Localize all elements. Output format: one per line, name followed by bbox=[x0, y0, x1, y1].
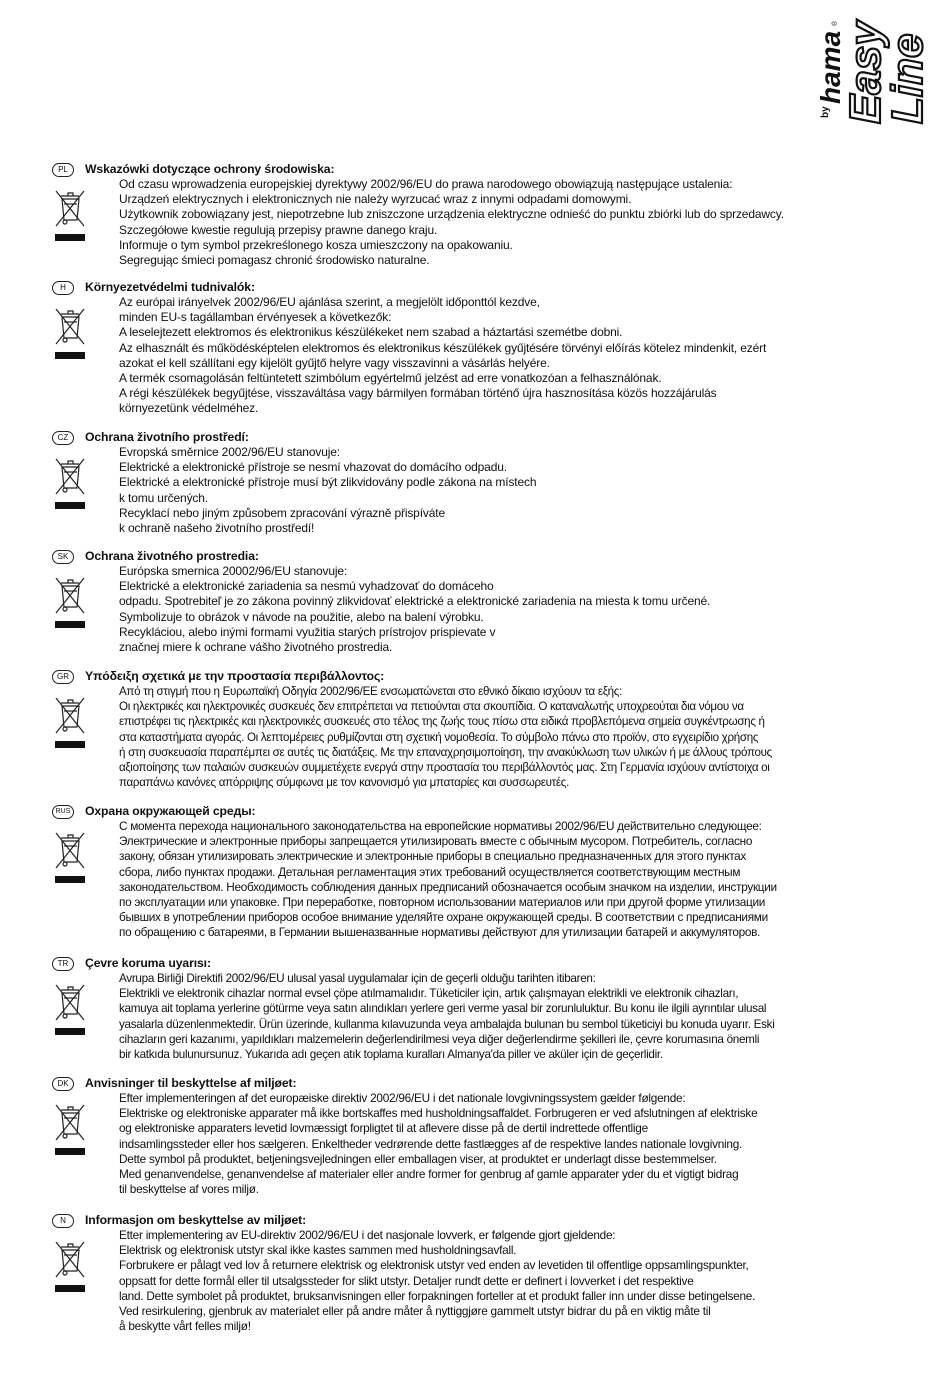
body-line: επιστρέφει τις ηλεκτρικές και ηλεκτρονικές συσκευές στο τέλος της ζωής τους πίσω στα ειδικά προβλεπόμενα σημεία συγκέντρωσης ή bbox=[119, 715, 765, 729]
crossed-bin-icon bbox=[53, 829, 87, 885]
body-line: land. Dette symbolet på produktet, bruksanvisningen eller forpakningen forteller at et produkt faller inn under disse betingelsene. bbox=[119, 1288, 756, 1303]
crossed-bin-icon bbox=[53, 187, 87, 243]
body-line: по эксплуатации или упаковке. При переработке, повторном использовании материалов или при другой форме утилизации bbox=[119, 895, 766, 910]
crossed-bin-icon bbox=[53, 694, 87, 750]
section-title: Ochrana životního prostředí: bbox=[85, 430, 249, 444]
body-line: til beskyttelse af vores miljø. bbox=[119, 1182, 259, 1197]
section-title: Wskazówki dotyczące ochrony środowiska: bbox=[85, 162, 335, 176]
body-line: Dette symbol på produktet, betjeningsvejledningen eller emballagen viser, at produktet er underlagt disse bestemmelser. bbox=[119, 1151, 717, 1166]
body-line: odpadu. Spotrebiteľ je zo zákona povinný zlikvidovať elektrické a elektronické zariadenia na miesta k tomu určené. bbox=[119, 594, 711, 609]
crossed-bin-icon bbox=[53, 981, 87, 1037]
section-title: Anvisninger til beskyttelse af miljøet: bbox=[85, 1076, 297, 1090]
body-line: Recyklací nebo jiným způsobem zpracování výrazně přispíváte bbox=[119, 505, 445, 520]
body-line: Οι ηλεκτρικές και ηλεκτρονικές συσκευές δεν επιτρέπεται να πετιούνται στα σκουπίδια. Ο καταναλωτής υποχρεούται δια νόμου να bbox=[119, 700, 744, 714]
country-code: DK bbox=[52, 1077, 74, 1091]
section-body bbox=[119, 971, 889, 1062]
body-line: Evropská směrnice 2002/96/EU stanovuje: bbox=[119, 445, 340, 459]
brand-line-1: Easy bbox=[841, 21, 890, 124]
body-line: Elektrické a elektronické zariadenia sa nesmú vyhadzovať do domáceho bbox=[119, 579, 494, 594]
body-line: Από τη στιγμή που η Ευρωπαϊκή Οδηγία 2002/96/ΕΕ ενσωματώνεται στο εθνικό δίκαιο ισχύουν τα εξής: bbox=[119, 685, 622, 698]
body-line: Elektrisk og elektronisk utstyr skal ikke kastes sammen med husholdningsavfall. bbox=[119, 1243, 517, 1258]
body-line: minden EU-s tagállamban érvényesek a következők: bbox=[119, 310, 392, 325]
body-line: Od czasu wprowadzenia europejskiej dyrektywy 2002/96/EU do prawa narodowego obowiązują następujące ustalenia: bbox=[119, 177, 733, 191]
body-line: Med genanvendelse, genanvendelse af materialer eller andre former for genbrug af gamle apparater yder du et vigtigt bidrag bbox=[119, 1167, 739, 1182]
body-line: bir katkıda bulunursunuz. Yukarıda adı geçen atık toplama kuralları Almanya'da piller ve aküler için de geçerlidir. bbox=[119, 1048, 663, 1062]
body-line: značnej miere k ochrane vášho životného prostredia. bbox=[119, 640, 393, 655]
body-line: Ved resirkulering, gjenbruk av materialet eller på andre måter å nyttiggjøre gammelt utstyr bidrar du på en viktig måte til bbox=[119, 1304, 711, 1319]
body-line: kamuya ait toplama yerlerine götürme veya satın alındıkları yerlere geri verme yasal bir zorunluluktur. Bu konu ile ilgili ayrıntılar ulusal bbox=[119, 1002, 767, 1016]
body-line: Elektriske og elektroniske apparater må ikke bortskaffes med husholdningsaffaldet. Forbrugeren er ved afslutningen af elektriske bbox=[119, 1106, 758, 1121]
crossed-bin-icon bbox=[53, 455, 87, 511]
body-line: A termék csomagolásán feltüntetett szimbólum egyértelmű jelzést ad erre vonatkozóan a felhasználónak. bbox=[119, 371, 662, 386]
section-body bbox=[119, 1228, 889, 1334]
section-body bbox=[119, 445, 889, 536]
brand-name: hama bbox=[815, 30, 846, 104]
body-line: Urządzeń elektrycznych i elektronicznych nie należy wyrzucać wraz z innymi odpadami domowymi. bbox=[119, 192, 632, 207]
crossed-bin-icon bbox=[53, 1101, 87, 1157]
country-code: H bbox=[52, 281, 74, 295]
body-line: cihazların geri kazanımı, yapıldıkları malzemelerin değerlendirilmesi veya diğer değerlendirme şekilleri ile, çevre korumasına önemli bbox=[119, 1032, 760, 1046]
body-line: бывших в употреблении приборов особое внимание уделяйте охране окружающей среды. В соответствии с предписаниями bbox=[119, 910, 768, 925]
section-title: Охрана окружающей среды: bbox=[85, 804, 256, 818]
brand-registered: ® bbox=[832, 20, 839, 26]
crossed-bin-icon bbox=[53, 305, 87, 361]
body-line: Efter implementeringen af det europæiske direktiv 2002/96/EU i det nationale lovgivningssystem gælder følgende: bbox=[119, 1091, 686, 1105]
body-line: Elektrické a elektronické přístroje musí být zlikvidovány podle zákona na místech bbox=[119, 475, 537, 490]
crossed-bin-icon bbox=[53, 574, 87, 630]
body-line: å beskytte vårt felles miljø! bbox=[119, 1319, 251, 1334]
body-line: ή στη συσκευασία παραπέμπει σε αυτές τις διατάξεις. Με την επαναχρησιμοποίηση, την ανακύκλωση των υλικών ή με άλλους τρόπους bbox=[119, 745, 772, 759]
body-line: законодательством. Необходимость соблюдения данных предписаний обозначается особым значком на изделии, инструкции bbox=[119, 879, 777, 894]
body-line: Etter implementering av EU-direktiv 2002/96/EU i det nasjonale lovverk, er følgende gjort gjeldende: bbox=[119, 1228, 616, 1242]
body-line: környezetünk védelméhez. bbox=[119, 401, 259, 416]
body-line: azokat el kell szállítani egy kijelölt gyűjtő helyre vagy visszavinni a vásárlás helyére. bbox=[119, 355, 550, 370]
body-line: παραπάνω κανόνες απόρριψης σύμφωνα με τον κανονισμό για μπαταρίες και συσσωρευτές. bbox=[119, 776, 570, 790]
body-line: Az európai irányelvek 2002/96/EU ajánlása szerint, a megjelölt időponttól kezdve, bbox=[119, 295, 540, 309]
body-line: στα καταστήματα αγοράς. Οι λεπτομέρειες ρυθμίζονται στη σχετική νομοθεσία. Το σύμβολο πάνω στο προϊόν, στο εγχειρίδιο χρήσης bbox=[119, 730, 759, 744]
body-line: yasalarla düzenlenmektedir. Ürün üzerinde, kullanma kılavuzunda veya ambalajda bulunan bu sembol tüketiciyi bu konuda uyarır. Eski bbox=[119, 1017, 775, 1031]
body-line: сбора, либо пунктах продажи. Детальная регламентация этих требований осуществляется соответствующим местным bbox=[119, 864, 741, 879]
section-title: Informasjon om beskyttelse av miljøet: bbox=[85, 1213, 307, 1227]
body-line: С момента перехода национального законодательства на европейские нормативы 2002/96/EU действительно следующее: bbox=[119, 819, 762, 833]
country-code: TR bbox=[52, 957, 74, 971]
body-line: Az elhasznált és működésképtelen elektromos és elektronikus készülékek gyűjtésére törvényi előírás kötelez mindenkit, ezért bbox=[119, 340, 767, 355]
body-line: Электрические и электронные приборы запрещается утилизировать вместе с обычным мусором. Потребитель, согласно bbox=[119, 834, 753, 849]
body-line: k tomu určených. bbox=[119, 490, 208, 505]
section-body bbox=[119, 177, 889, 268]
country-code: PL bbox=[52, 163, 74, 177]
body-line: og elektroniske apparaters levetid lovmæssigt forpligtet til at aflevere disse på de dertil indrettede offentlige bbox=[119, 1121, 648, 1136]
section-body bbox=[119, 564, 889, 655]
body-line: A régi készülékek begyűjtése, visszaváltása vagy bármilyen formában történő újra hasznosítása közös hozzájárulás bbox=[119, 386, 717, 401]
section-title: Környezetvédelmi tudnivalók: bbox=[85, 280, 255, 294]
body-line: Recykláciou, alebo inými formami využitia starých prístrojov prispievate v bbox=[119, 624, 496, 639]
body-line: Elektrické a elektronické přístroje se nesmí vhazovat do domácího odpadu. bbox=[119, 460, 507, 475]
brand-by: by bbox=[820, 106, 831, 118]
country-code: GR bbox=[52, 670, 74, 684]
brand-line-2: Line bbox=[883, 33, 928, 124]
country-code: SK bbox=[52, 550, 74, 564]
section-body bbox=[119, 295, 889, 417]
body-line: Informuje o tym symbol przekreślonego kosza umieszczony na opakowaniu. bbox=[119, 237, 513, 252]
body-line: Elektrikli ve elektronik cihazlar normal evsel çöpe atılmamalıdır. Tüketiciler için, artık çalışmayan elektrikli ve elektronik cihazları, bbox=[119, 987, 739, 1001]
section-title: Çevre koruma uyarısı: bbox=[85, 956, 211, 970]
body-line: indsamlingssteder eller hos sælgeren. Enkeltheder vedrørende dette fastlægges af de respektive landes nationale lovgivning. bbox=[119, 1136, 743, 1151]
section-title: Ochrana životného prostredia: bbox=[85, 549, 259, 563]
body-line: по обращению с батареями, в Германии вышеназванные нормативы действуют для утилизации батарей и аккумуляторов. bbox=[119, 925, 761, 940]
body-line: Szczegółowe kwestie regulują przepisy prawne danego kraju. bbox=[119, 222, 438, 237]
country-code: RUS bbox=[52, 805, 74, 819]
body-line: k ochraně našeho životního prostředí! bbox=[119, 521, 315, 536]
body-line: Użytkownik zobowiązany jest, niepotrzebne lub zniszczone urządzenia elektryczne odnieść do punktu zbiórki lub do sprzedawcy. bbox=[119, 207, 784, 222]
body-line: αξιοποίησης των παλαιών συσκευών συμμετέχετε ενεργά στην προστασία του περιβάλλοντός μας. Στη Γερμανία ισχύουν αντίστοιχα οι bbox=[119, 761, 770, 775]
country-code: CZ bbox=[52, 431, 74, 445]
section-body bbox=[119, 684, 889, 790]
section-body bbox=[119, 819, 889, 941]
section-title: Υπόδειξη σχετικά με την προστασία περιβάλλοντος: bbox=[85, 669, 385, 683]
body-line: Avrupa Birliği Direktifi 2002/96/EU ulusal yasal uygulamalar için de geçerli olduğu tarihten itibaren: bbox=[119, 972, 596, 985]
body-line: закону, обязан утилизировать электрические и электронные приборы в специально предназначенных для этого пунктах bbox=[119, 849, 747, 864]
section-body bbox=[119, 1091, 889, 1197]
body-line: Symbolizuje to obrázok v návode na použitie, alebo na balení výrobku. bbox=[119, 609, 484, 624]
body-line: Európska smernica 20002/96/EU stanovuje: bbox=[119, 564, 348, 578]
country-code: N bbox=[52, 1214, 74, 1228]
body-line: A leselejtezett elektromos és elektronikus készülékeket nem szabad a háztartási szemétbe dobni. bbox=[119, 325, 623, 340]
brand-logo bbox=[738, 6, 928, 126]
body-line: Segregując śmieci pomagasz chronić środowisko naturalne. bbox=[119, 253, 430, 268]
body-line: oppsatt for dette formål eller til utsalgssteder for slikt utstyr. Detaljer rundt dette er definert i lovverket i det respektive bbox=[119, 1273, 694, 1288]
body-line: Forbrukere er pålagt ved lov å returnere elektrisk og elektronisk utstyr ved enden av levetiden til offentlige oppsamlingspunkter, bbox=[119, 1258, 749, 1273]
crossed-bin-icon bbox=[53, 1238, 87, 1294]
